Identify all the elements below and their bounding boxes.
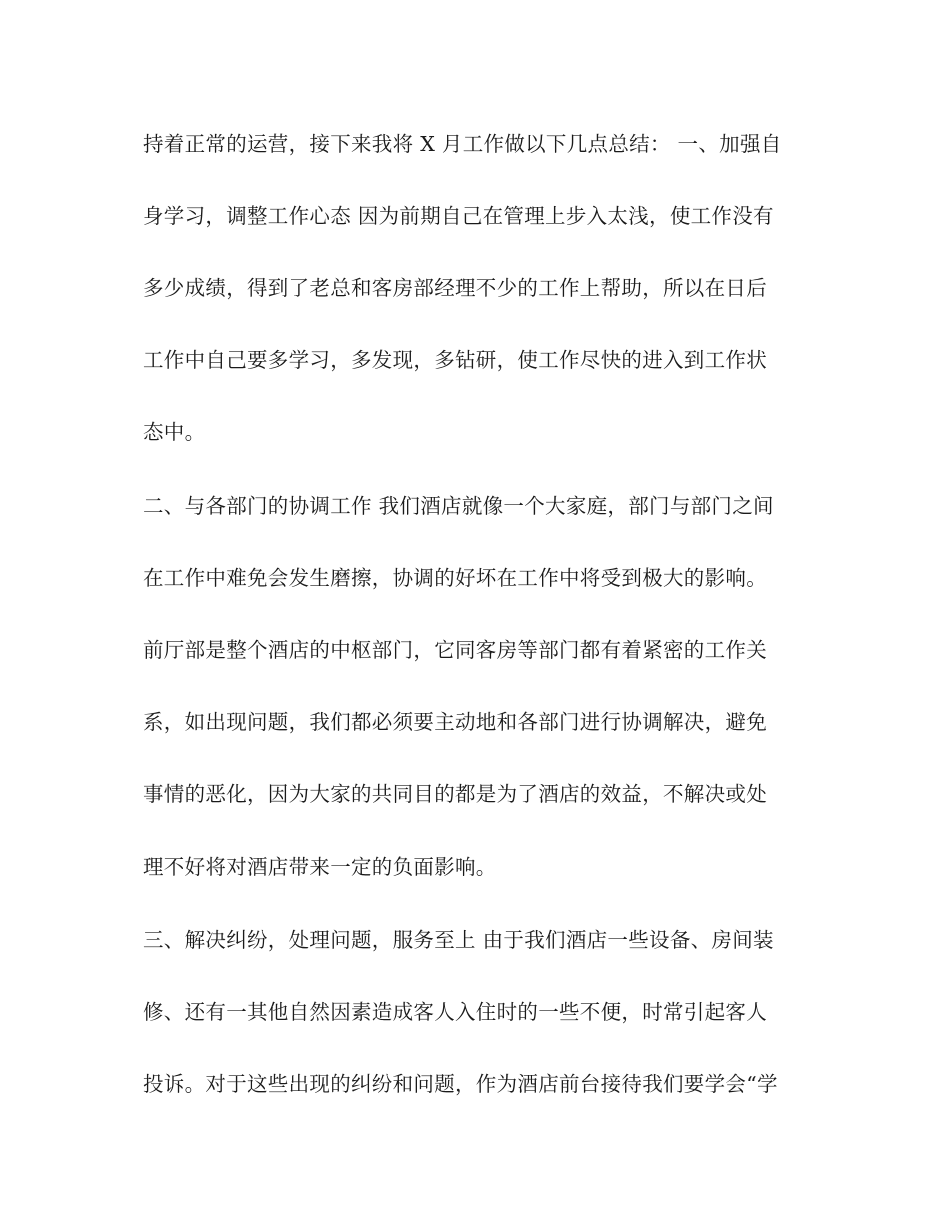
text-line-11: 理不好将对酒店带来一定的负面影响。: [143, 855, 497, 879]
text-line-1: 持着正常的运营，接下来我将 X 月工作做以下几点总结： 一、加强自: [143, 132, 782, 156]
text-line-10: 事情的恶化，因为大家的共同目的都是为了酒店的效益，不解决或处: [143, 782, 767, 806]
text-line-12: 三、解决纠纷，处理问题，服务至上 由于我们酒店一些设备、房间装: [143, 928, 774, 952]
text-line-14: 投诉。对于这些出现的纠纷和问题，作为酒店前台接待我们要学会“学: [143, 1072, 778, 1096]
text-line-5: 态中。: [143, 420, 206, 444]
text-line-2: 身学习，调整工作心态 因为前期自己在管理上步入太浅，使工作没有: [143, 204, 774, 228]
text-line-7: 在工作中难免会发生磨擦，协调的好坏在工作中将受到极大的影响。: [143, 566, 767, 590]
text-line-3: 多少成绩，得到了老总和客房部经理不少的工作上帮助，所以在日后: [143, 276, 767, 300]
text-line-6: 二、与各部门的协调工作 我们酒店就像一个大家庭，部门与部门之间: [143, 494, 774, 518]
text-line-4: 工作中自己要多学习，多发现，多钻研，使工作尽快的进入到工作状: [143, 348, 767, 372]
text-line-8: 前厅部是整个酒店的中枢部门，它同客房等部门都有着紧密的工作关: [143, 638, 767, 662]
text-line-13: 修、还有一其他自然因素造成客人入住时的一些不便，时常引起客人: [143, 1000, 767, 1024]
text-line-9: 系，如出现问题，我们都必须要主动地和各部门进行协调解决，避免: [143, 710, 767, 734]
